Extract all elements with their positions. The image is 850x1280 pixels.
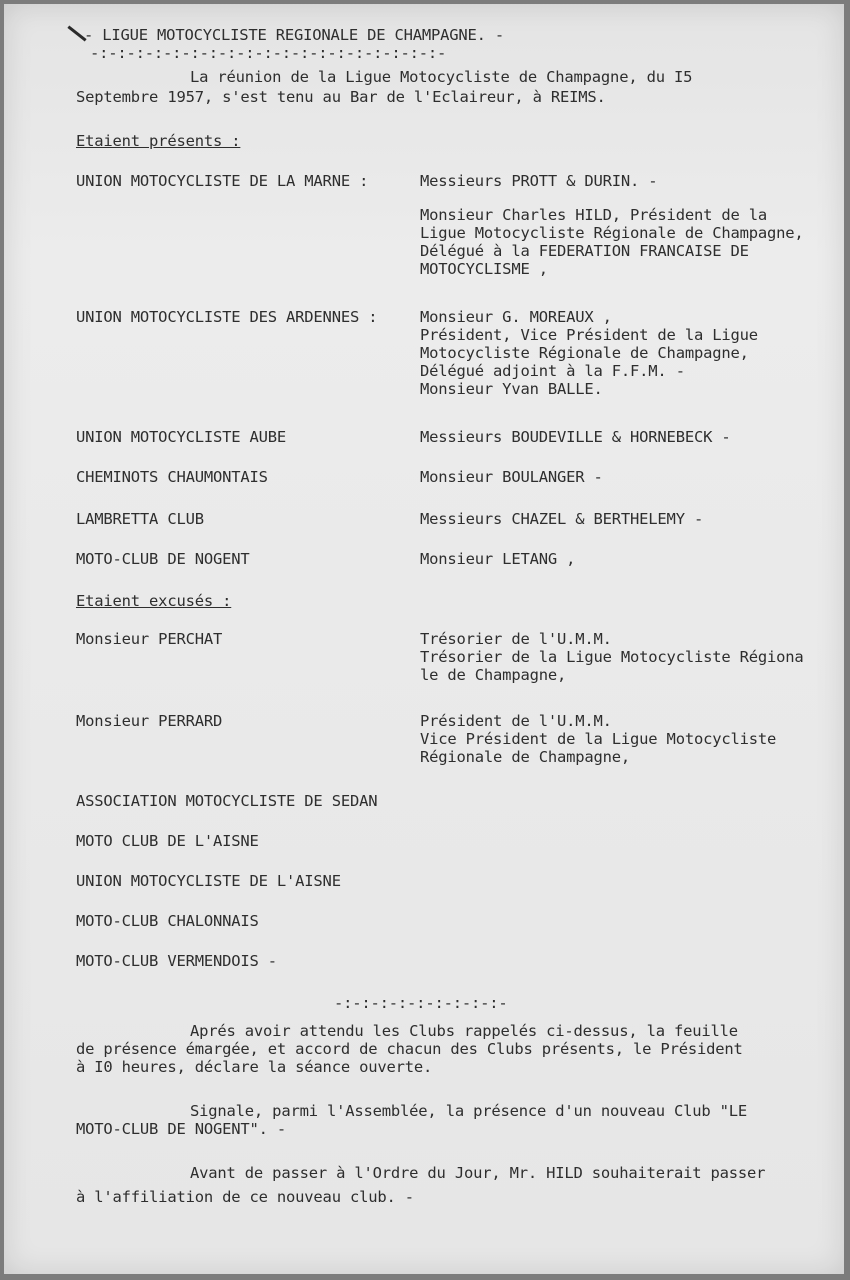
excused-club: MOTO-CLUB VERMENDOIS - — [76, 952, 277, 970]
excused-role-line: Trésorier de l'U.M.M. — [420, 630, 612, 648]
attendee-line: MOTOCYCLISME , — [420, 260, 548, 278]
club-name: MOTO-CLUB DE NOGENT — [76, 550, 250, 568]
attendee-line: Monsieur BOULANGER - — [420, 468, 603, 486]
paragraph-line: Signale, parmi l'Assemblée, la présence d'un nouveau Club "LE — [190, 1102, 748, 1120]
excuses-heading: Etaient excusés : — [76, 592, 232, 610]
presents-heading: Etaient présents : — [76, 132, 241, 150]
intro-line-2: Septembre 1957, s'est tenu au Bar de l'Eclaireur, à REIMS. — [76, 88, 606, 106]
attendee-line: Monsieur G. MOREAUX , — [420, 308, 612, 326]
attendee-line: Motocycliste Régionale de Champagne, — [420, 344, 749, 362]
excused-name: Monsieur PERCHAT — [76, 630, 223, 648]
attendee-line: Président, Vice Président de la Ligue — [420, 326, 758, 344]
attendee-line: Messieurs PROTT & DURIN. - — [420, 172, 658, 190]
section-separator: -:-:-:-:-:-:-:-:-:- — [334, 994, 508, 1012]
excused-role-line: Régionale de Champagne, — [420, 748, 631, 766]
paragraph-line: à l'affiliation de ce nouveau club. - — [76, 1188, 414, 1206]
excused-role-line: le de Champagne, — [420, 666, 567, 684]
typewritten-page — [4, 4, 844, 1274]
attendee-line: Délégué adjoint à la F.F.M. - — [420, 362, 685, 380]
intro-line-1: La réunion de la Ligue Motocycliste de Champagne, du I5 — [190, 68, 693, 86]
excused-club: UNION MOTOCYCLISTE DE L'AISNE — [76, 872, 341, 890]
attendee-line: Messieurs CHAZEL & BERTHELEMY - — [420, 510, 704, 528]
excused-role-line: Trésorier de la Ligue Motocycliste Régiona — [420, 648, 804, 666]
paragraph-line: Aprés avoir attendu les Clubs rappelés ci-dessus, la feuille — [190, 1022, 738, 1040]
title-separator: -:-:-:-:-:-:-:-:-:-:-:-:-:-:-:-:-:-:-:- — [90, 44, 447, 62]
attendee-line: Monsieur Charles HILD, Président de la — [420, 206, 768, 224]
club-name: UNION MOTOCYCLISTE AUBE — [76, 428, 287, 446]
attendee-line: Ligue Motocycliste Régionale de Champagne, — [420, 224, 804, 242]
document-title: - LIGUE MOTOCYCLISTE REGIONALE DE CHAMPAGNE. - — [84, 26, 505, 44]
excused-role-line: Président de l'U.M.M. — [420, 712, 612, 730]
club-name: CHEMINOTS CHAUMONTAIS — [76, 468, 268, 486]
attendee-line: Monsieur Yvan BALLE. — [420, 380, 603, 398]
club-name: UNION MOTOCYCLISTE DE LA MARNE : — [76, 172, 369, 190]
attendee-line: Monsieur LETANG , — [420, 550, 576, 568]
attendee-line: Délégué à la FEDERATION FRANCAISE DE — [420, 242, 749, 260]
paragraph-line: Avant de passer à l'Ordre du Jour, Mr. HILD souhaiterait passer — [190, 1164, 766, 1182]
attendee-line: Messieurs BOUDEVILLE & HORNEBECK - — [420, 428, 731, 446]
excused-club: ASSOCIATION MOTOCYCLISTE DE SEDAN — [76, 792, 378, 810]
excused-club: MOTO-CLUB CHALONNAIS — [76, 912, 259, 930]
excused-club: MOTO CLUB DE L'AISNE — [76, 832, 259, 850]
club-name: UNION MOTOCYCLISTE DES ARDENNES : — [76, 308, 378, 326]
paragraph-line: à I0 heures, déclare la séance ouverte. — [76, 1058, 433, 1076]
excused-name: Monsieur PERRARD — [76, 712, 223, 730]
club-name: LAMBRETTA CLUB — [76, 510, 204, 528]
paragraph-line: MOTO-CLUB DE NOGENT". - — [76, 1120, 287, 1138]
excused-role-line: Vice Président de la Ligue Motocycliste — [420, 730, 777, 748]
paragraph-line: de présence émargée, et accord de chacun des Clubs présents, le Président — [76, 1040, 743, 1058]
